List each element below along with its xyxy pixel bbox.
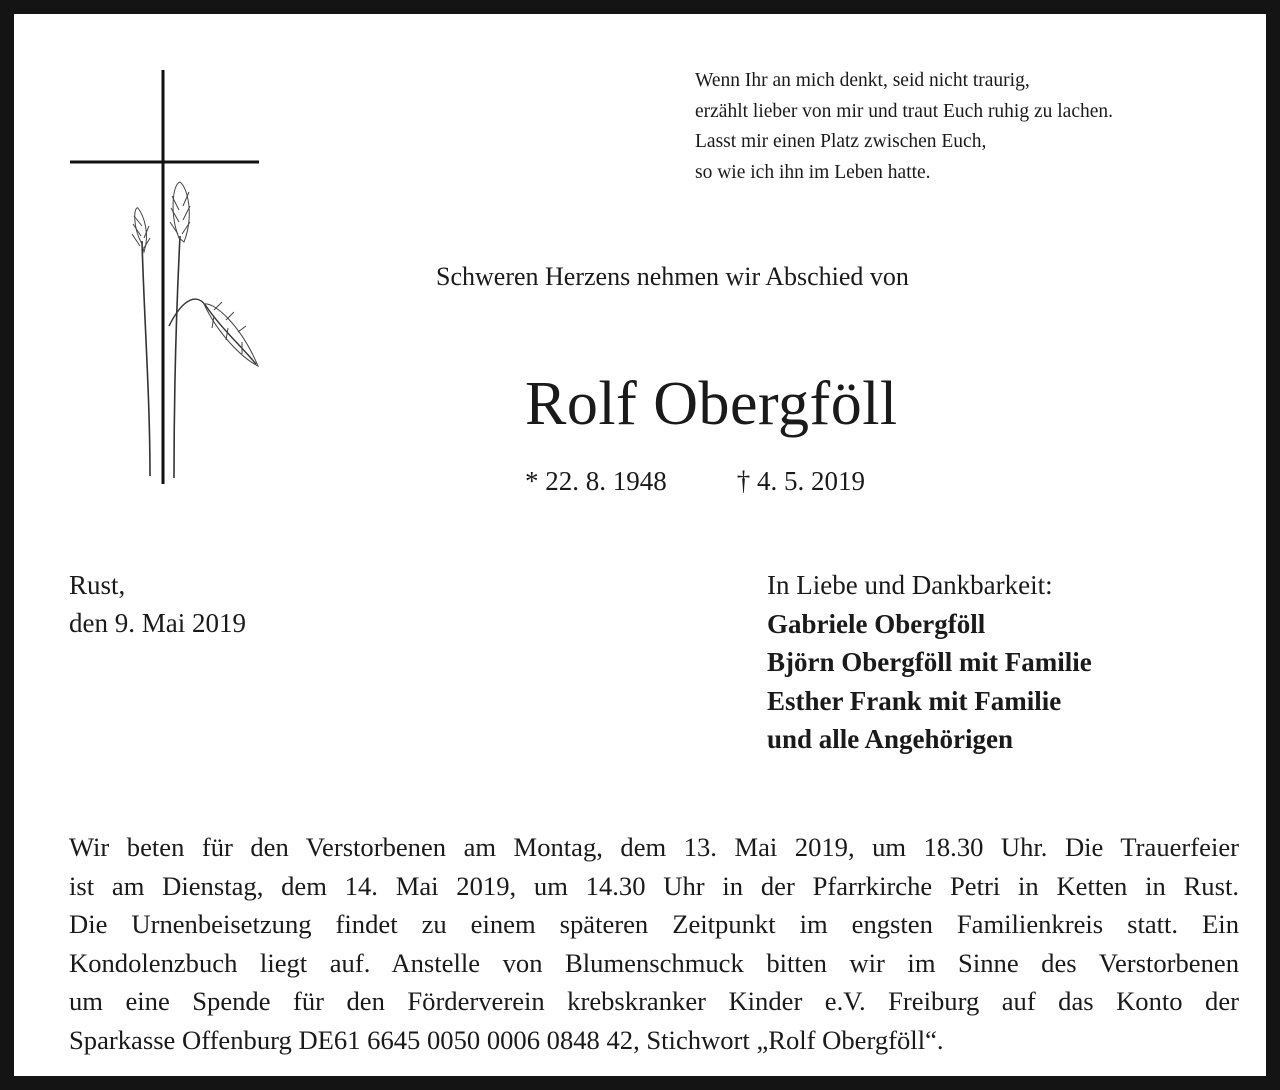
poem-line: Wenn Ihr an mich denkt, seid nicht traurig,	[695, 70, 1030, 91]
mourner-name: Gabriele Obergföll	[767, 608, 986, 639]
mourners	[767, 566, 1092, 759]
notice-line: ist am Dienstag, dem 14. Mai 2019, um 14.30 Uhr in der Pfarrkirche Petri in Ketten in Rust.	[69, 870, 1239, 901]
poem	[695, 66, 1113, 188]
closing-line: In Liebe und Dankbarkeit:	[767, 570, 1053, 600]
poem-line: Lasst mir einen Platz zwischen Euch,	[695, 131, 987, 152]
death-date: † 4. 5. 2019	[736, 466, 865, 496]
notice-line: Sparkasse Offenburg DE61 6645 0050 0006 0848 42, Stichwort „Rolf Obergföll“.	[69, 1024, 944, 1055]
birth-date: * 22. 8. 1948	[525, 466, 667, 496]
notice-line: Wir beten für den Verstorbenen am Montag, dem 13. Mai 2019, um 18.30 Uhr. Die Trauerfeier	[69, 832, 1239, 862]
notice-line: um eine Spende für den Förderverein krebskranker Kinder e.V. Freiburg auf das Konto der	[69, 986, 1239, 1016]
date: den 9. Mai 2019	[69, 608, 246, 638]
poem-line: so wie ich ihn im Leben hatte.	[695, 161, 931, 183]
mourner-name: Esther Frank mit Familie	[767, 685, 1062, 716]
life-dates	[525, 462, 865, 500]
poem-line: erzählt lieber von mir und traut Euch ruhig zu lachen.	[695, 100, 1114, 122]
mourner-name: Björn Obergföll mit Familie	[767, 647, 1092, 677]
cross-with-wheat-icon	[66, 66, 266, 491]
notice-line: Die Urnenbeisetzung findet zu einem späteren Zeitpunkt im engsten Familienkreis statt. Ein	[69, 909, 1239, 939]
place: Rust,	[69, 570, 126, 600]
notice-line: Kondolenzbuch liegt auf. Anstelle von Blumenschmuck bitten wir im Sinne des Verstorbenen	[69, 947, 1239, 978]
mourner-name: und alle Angehörigen	[767, 724, 1014, 754]
deceased-name: Rolf Obergföll	[525, 370, 898, 438]
place-and-date	[69, 566, 246, 642]
intro-text: Schweren Herzens nehmen wir Abschied von	[436, 262, 909, 291]
service-notice	[69, 828, 1239, 1059]
